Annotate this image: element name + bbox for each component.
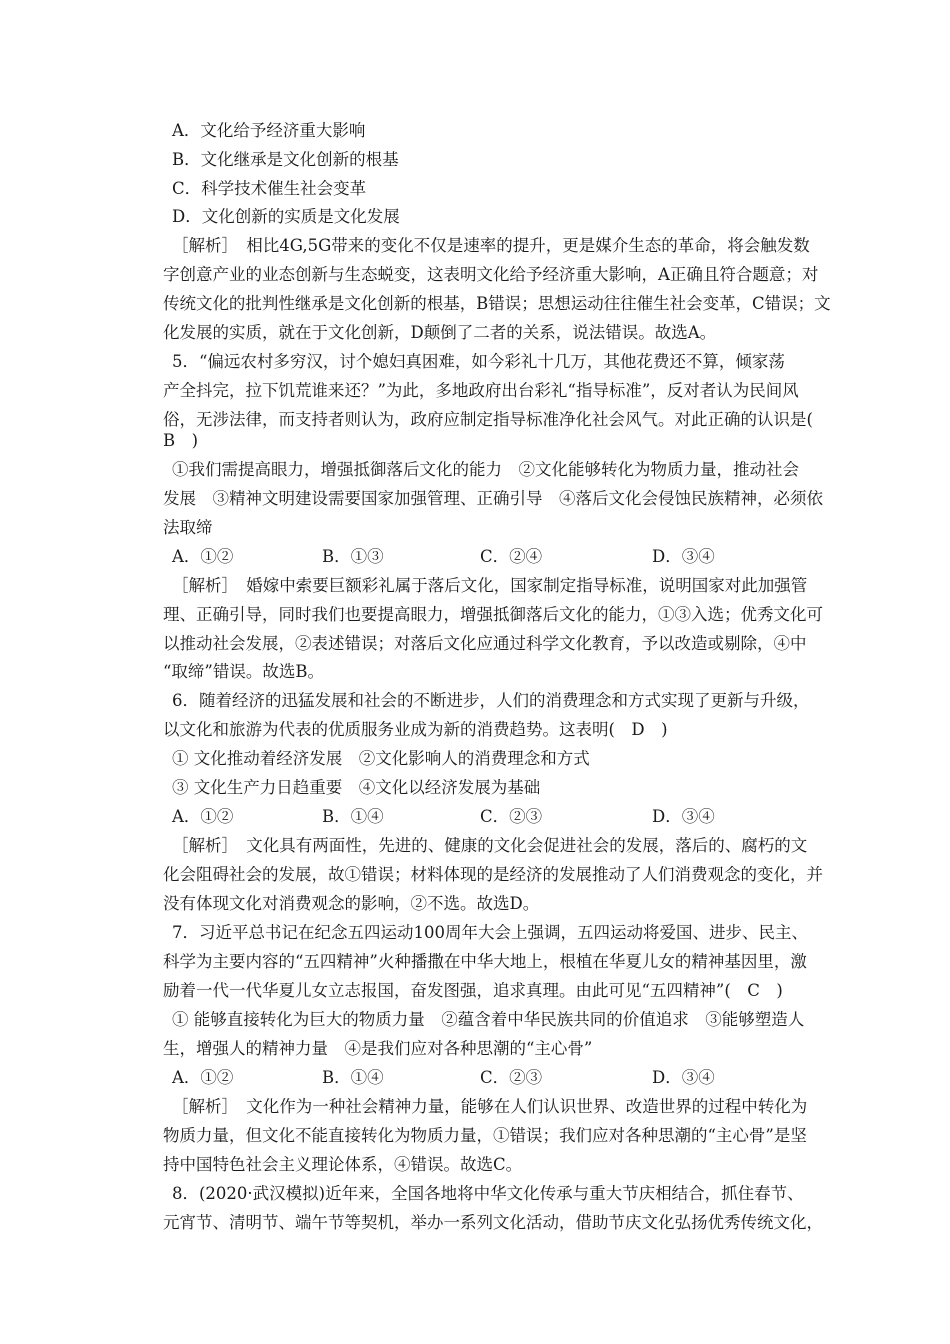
q5-stem-line: 5．“偏远农村多穷汉，讨个媳妇真困难，如今彩礼十几万，其他花费还不算，倾家荡: [172, 352, 785, 371]
q4-analysis-line: 化发展的实质，就在于文化创新，D颠倒了二者的关系，说法错误。故选A。: [163, 323, 717, 342]
q6-statement-line: ① 文化推动着经济发展 ②文化影响人的消费理念和方式: [172, 749, 590, 768]
q6-choice-b: B．①④: [322, 807, 384, 826]
q5-statement-line: 法取缔: [163, 518, 213, 537]
q8-stem-line: 8．(2020·武汉模拟)近年来，全国各地将中华文化传承与重大节庆相结合，抓住春节、: [172, 1184, 804, 1203]
q5-stem-line: 产全抖完，拉下饥荒谁来还？”为此，多地政府出台彩礼“指导标准”，反对者认为民间风: [163, 381, 799, 400]
q6-analysis-line: 化会阻碍社会的发展，故①错误；材料体现的是经济的发展推动了人们消费观念的变化，并: [163, 865, 823, 884]
q5-analysis-line: “取缔”错误。故选B。: [163, 662, 324, 681]
q7-statement-line: ① 能够直接转化为巨大的物质力量 ②蕴含着中华民族共同的价值追求 ③能够塑造人: [172, 1010, 805, 1029]
q5-analysis-line: ［解析］ 婚嫁中索要巨额彩礼属于落后文化，国家制定指导标准，说明国家对此加强管: [172, 576, 808, 595]
q5-statement-line: ①我们需提高眼力，增强抵御落后文化的能力 ②文化能够转化为物质力量，推动社会: [172, 460, 799, 479]
q4-analysis-line: 传统文化的批判性继承是文化创新的根基，B错误；思想运动往往催生社会变革，C错误；文: [163, 294, 831, 313]
q7-choice-c: C．②③: [480, 1068, 543, 1087]
q7-stem-line: 7．习近平总书记在纪念五四运动100周年大会上强调，五四运动将爱国、进步、民主、: [172, 923, 808, 942]
q6-stem-line: 6．随着经济的迅猛发展和社会的不断进步，人们的消费理念和方式实现了更新与升级，: [172, 691, 810, 710]
q6-analysis-line: ［解析］ 文化具有两面性，先进的、健康的文化会促进社会的发展，落后的、腐朽的文: [172, 836, 808, 855]
q7-stem-line: 科学为主要内容的“五四精神”火种播撒在中华大地上，根植在华夏儿女的精神基因里，激: [163, 952, 807, 971]
q7-choice-d: D．③④: [652, 1068, 715, 1087]
q5-choice-b: B．①③: [322, 547, 384, 566]
q7-choice-a: A．①②: [172, 1068, 234, 1087]
q7-stem-line: 励着一代一代华夏儿女立志报国，奋发图强，追求真理。由此可见“五四精神”( C ): [163, 981, 783, 1000]
q4-option-b: B．文化继承是文化创新的根基: [172, 150, 399, 169]
q6-stem-line: 以文化和旅游为代表的优质服务业成为新的消费趋势。这表明( D ): [163, 720, 668, 739]
q5-analysis-line: 以推动社会发展，②表述错误；对落后文化应通过科学文化教育，予以改造或剔除，④中: [163, 634, 807, 653]
q6-choice-d: D．③④: [652, 807, 715, 826]
q4-option-c: C．科学技术催生社会变革: [172, 179, 367, 198]
q4-analysis-line: ［解析］ 相比4G,5G带来的变化不仅是速率的提升，更是媒介生态的革命，将会触发数: [172, 236, 810, 255]
q5-answer: B ): [163, 431, 199, 450]
q5-analysis-line: 理、正确引导，同时我们也要提高眼力，增强抵御落后文化的能力，①③入选；优秀文化可: [163, 605, 823, 624]
q5-choice-a: A．①②: [172, 547, 234, 566]
q4-analysis-line: 字创意产业的业态创新与生态蜕变，这表明文化给予经济重大影响，A正确且符合题意；对: [163, 265, 819, 284]
q5-stem-line: 俗，无涉法律，而支持者则认为，政府应制定指导标准净化社会风气。对此正确的认识是(: [163, 410, 813, 429]
q6-statement-line: ③ 文化生产力日趋重要 ④文化以经济发展为基础: [172, 778, 541, 797]
q7-analysis-line: 持中国特色社会主义理论体系，④错误。故选C。: [163, 1155, 523, 1174]
q4-option-a: A．文化给予经济重大影响: [172, 121, 366, 140]
q7-analysis-line: 物质力量，但文化不能直接转化为物质力量，①错误；我们应对各种思潮的“主心骨”是坚: [163, 1126, 807, 1145]
q7-analysis-line: ［解析］ 文化作为一种社会精神力量，能够在人们认识世界、改造世界的过程中转化为: [172, 1097, 808, 1116]
q5-choice-c: C．②④: [480, 547, 543, 566]
q6-choice-a: A．①②: [172, 807, 234, 826]
q6-choice-c: C．②③: [480, 807, 543, 826]
q7-choice-b: B．①④: [322, 1068, 384, 1087]
q5-choice-d: D．③④: [652, 547, 715, 566]
q8-stem-line: 元宵节、清明节、端午节等契机，举办一系列文化活动，借助节庆文化弘扬优秀传统文化，: [163, 1213, 823, 1232]
q4-option-d: D．文化创新的实质是文化发展: [172, 207, 400, 226]
q6-analysis-line: 没有体现文化对消费观念的影响，②不选。故选D。: [163, 894, 540, 913]
q7-statement-line: 生，增强人的精神力量 ④是我们应对各种思潮的“主心骨”: [163, 1039, 593, 1058]
q5-statement-line: 发展 ③精神文明建设需要国家加强管理、正确引导 ④落后文化会侵蚀民族精神，必须依: [163, 489, 823, 508]
